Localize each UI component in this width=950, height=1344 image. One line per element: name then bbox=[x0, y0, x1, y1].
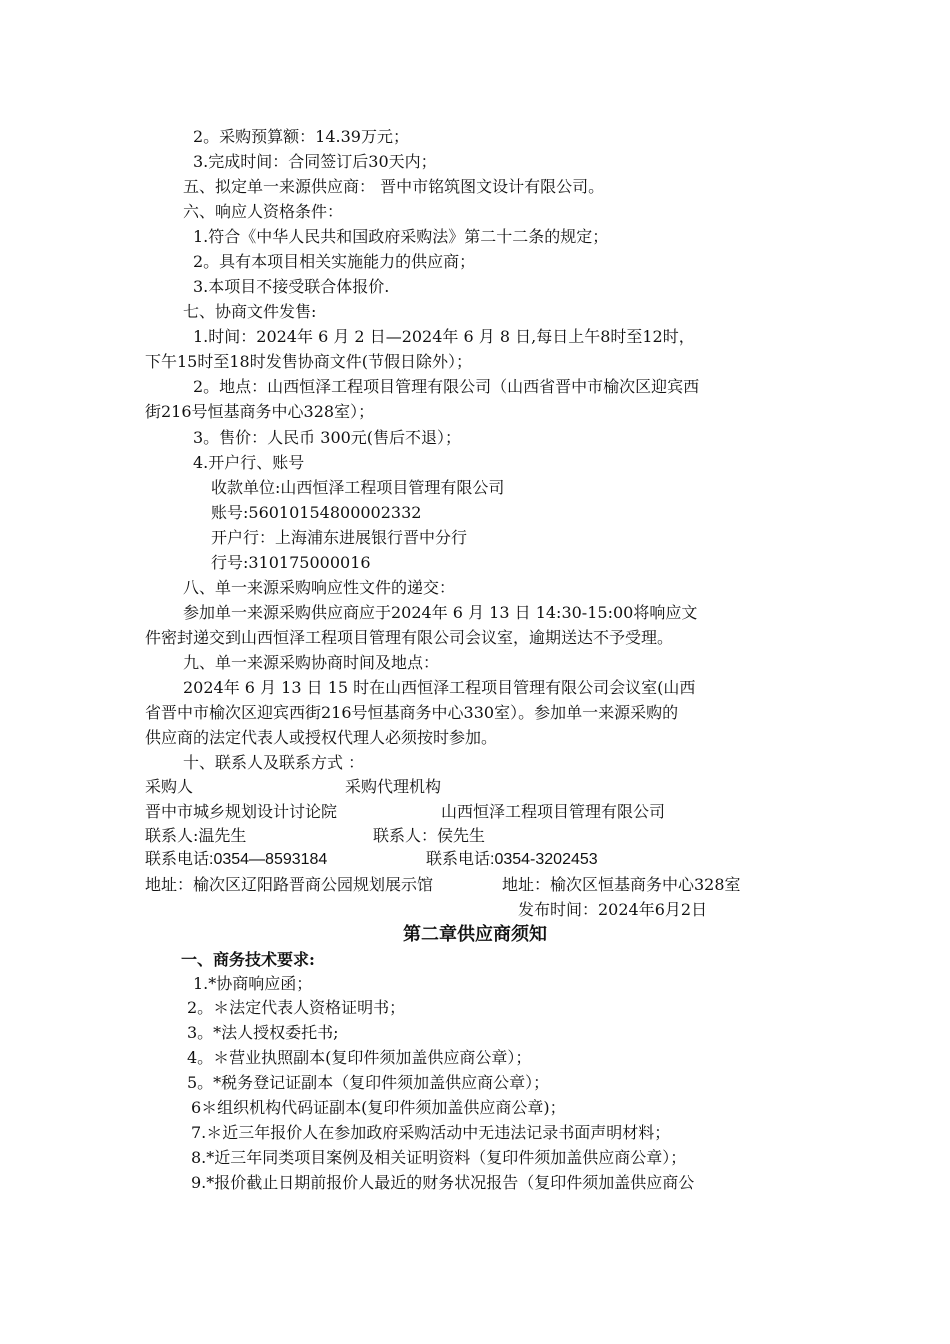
agency-contact: 联系人：侯先生 bbox=[373, 826, 486, 845]
section-8-heading: 八、单一来源采购响应性文件的递交： bbox=[183, 578, 456, 597]
negotiation-line-2: 省晋中市榆次区迎宾西街216号恒基商务中心330室）。参加单一来源采购的 bbox=[145, 703, 679, 722]
qualification-item-3: 3.本项目不接受联合体报价. bbox=[193, 277, 390, 296]
requirement-item-2: 2。＊法定代表人资格证明书； bbox=[187, 998, 406, 1017]
buyer-name: 晋中市城乡规划设计讨论院 bbox=[145, 802, 338, 821]
sale-time-line-1: 1.时间：2024年 6 月 2 日—2024年 6 月 8 日,每日上午8时至12时， bbox=[193, 327, 695, 346]
publish-time: 发布时间：2024年6月2日 bbox=[518, 900, 708, 919]
section-6-heading: 六、响应人资格条件： bbox=[183, 202, 344, 221]
bank-code-line: 行号:310175000016 bbox=[211, 553, 371, 572]
requirement-item-3: 3。*法人授权委托书; bbox=[187, 1023, 339, 1042]
account-number-line: 账号:56010154800002332 bbox=[211, 503, 422, 522]
buyer-label: 采购人 bbox=[145, 777, 194, 796]
qualification-item-1: 1.符合《中华人民共和国政府采购法》第二十二条的规定； bbox=[193, 227, 609, 246]
negotiation-line-3: 供应商的法定代表人或授权代理人必须按时参加。 bbox=[145, 728, 498, 747]
sale-location-line-1: 2。地点：山西恒泽工程项目管理有限公司（山西省晋中市榆次区迎宾西 bbox=[193, 377, 700, 396]
payee-line: 收款单位:山西恒泽工程项目管理有限公司 bbox=[211, 478, 505, 497]
budget-line: 2。采购预算额：14.39万元； bbox=[193, 127, 409, 146]
requirement-item-9: 9.*报价截止日期前报价人最近的财务状况报告（复印件须加盖供应商公 bbox=[191, 1173, 695, 1192]
section-7-heading: 七、协商文件发售: bbox=[183, 302, 317, 321]
buyer-address: 地址：榆次区辽阳路晋商公园规划展示馆 bbox=[145, 875, 434, 894]
sale-location-line-2: 街216号恒基商务中心328室）； bbox=[145, 402, 375, 421]
sale-time-line-2: 下午15时至18时发售协商文件(节假日除外）； bbox=[145, 352, 472, 371]
chapter-2-subtitle: 一、商务技术要求: bbox=[181, 950, 315, 969]
agency-label: 采购代理机构 bbox=[345, 777, 442, 796]
completion-time-line: 3.完成时间：合同签订后30天内； bbox=[193, 152, 437, 171]
qualification-item-2: 2。具有本项目相关实施能力的供应商； bbox=[193, 252, 476, 271]
agency-name: 山西恒泽工程项目管理有限公司 bbox=[441, 802, 666, 821]
submission-line-2: 件密封递交到山西恒泽工程项目管理有限公司会议室，逾期送达不予受理。 bbox=[145, 628, 674, 647]
requirement-item-1: 1.*协商响应函； bbox=[193, 974, 313, 993]
buyer-phone: 联系电话:0354—8593184 bbox=[145, 851, 328, 868]
section-9-heading: 九、单一来源采购协商时间及地点： bbox=[183, 653, 440, 672]
bank-name-line: 开户行：上海浦东进展银行晋中分行 bbox=[211, 528, 468, 547]
negotiation-line-1: 2024年 6 月 13 日 15 时在山西恒泽工程项目管理有限公司会议室(山西 bbox=[183, 678, 696, 697]
agency-phone: 联系电话:0354-3202453 bbox=[426, 851, 598, 868]
requirement-item-7: 7.＊近三年报价人在参加政府采购活动中无违法记录书面声明材料； bbox=[191, 1123, 671, 1142]
sale-price-line: 3。售价：人民币 300元(售后不退）； bbox=[193, 428, 462, 447]
buyer-contact: 联系人:温先生 bbox=[145, 826, 247, 845]
requirement-item-6: 6＊组织机构代码证副本(复印件须加盖供应商公章)； bbox=[191, 1098, 566, 1117]
bank-heading: 4.开户行、账号 bbox=[193, 453, 305, 472]
requirement-item-4: 4。＊营业执照副本(复印件须加盖供应商公章）； bbox=[187, 1048, 532, 1067]
chapter-2-title: 第二章供应商须知 bbox=[403, 924, 547, 945]
requirement-item-5: 5。*税务登记证副本（复印件须加盖供应商公章）； bbox=[187, 1073, 550, 1092]
requirement-item-8: 8.*近三年同类项目案例及相关证明资料（复印件须加盖供应商公章）； bbox=[191, 1148, 687, 1167]
submission-line-1: 参加单一来源采购供应商应于2024年 6 月 13 日 14:30-15:00将响应文 bbox=[183, 603, 698, 622]
section-5-heading: 五、拟定单一来源供应商： 晋中市铭筑图文设计有限公司。 bbox=[183, 177, 605, 196]
agency-address: 地址：榆次区恒基商务中心328室 bbox=[502, 875, 741, 894]
section-10-heading: 十、联系人及联系方式 ： bbox=[183, 753, 365, 772]
